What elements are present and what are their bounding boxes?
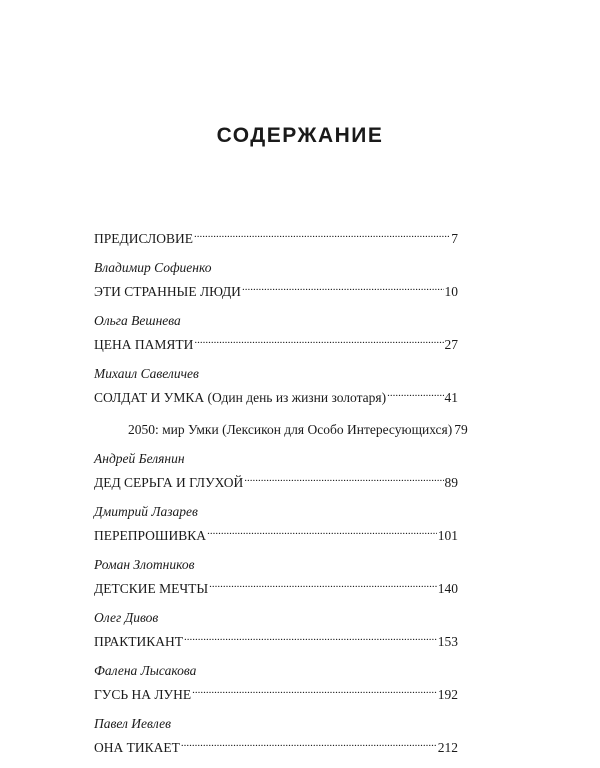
toc-line: [94, 574, 458, 596]
toc-line: [94, 521, 458, 543]
toc-entry-preface: [94, 224, 458, 246]
toc-title: ПЕРЕПРОШИВКА: [94, 528, 207, 543]
toc-entry: [94, 365, 458, 405]
toc-author: Дмитрий Лазарев: [94, 504, 198, 519]
toc-line: [94, 277, 458, 299]
toc-entry: [94, 312, 458, 352]
toc-entry: [94, 503, 458, 543]
toc-author: Фалена Лысакова: [94, 663, 197, 678]
dot-leader: [387, 383, 443, 402]
toc-line: [94, 468, 458, 490]
dot-leader: [192, 680, 437, 699]
toc-page-number: 41: [444, 390, 458, 405]
toc-entry: [94, 450, 458, 490]
toc-entry-sub: [94, 415, 468, 437]
toc-title: ЦЕНА ПАМЯТИ: [94, 337, 194, 352]
dot-leader: [242, 277, 444, 296]
toc-title: ПРАКТИКАНТ: [94, 634, 184, 649]
toc-entry: [94, 556, 458, 596]
toc-title: ДЕД СЕРЬГА И ГЛУХОЙ: [94, 475, 244, 490]
toc-author: Михаил Савеличев: [94, 366, 199, 381]
toc-line: [94, 680, 458, 702]
dot-leader: [181, 733, 437, 752]
toc-title: СОЛДАТ И УМКА (Один день из жизни золотаря): [94, 390, 387, 405]
toc-page-number: 7: [451, 231, 458, 246]
toc-line: [94, 733, 458, 755]
toc-page-number: 10: [444, 284, 458, 299]
toc-entry: [94, 715, 458, 755]
toc-author: Андрей Белянин: [94, 451, 185, 466]
toc-page-number: 101: [437, 528, 458, 543]
toc-author: Владимир Софиенко: [94, 260, 212, 275]
toc-line: [94, 383, 458, 405]
table-of-contents: [94, 224, 468, 768]
toc-line: [94, 627, 458, 649]
toc-author: Ольга Вешнева: [94, 313, 181, 328]
dot-leader: [244, 468, 443, 487]
toc-page-number: 89: [444, 475, 458, 490]
dot-leader: [194, 330, 443, 349]
toc-title: 2050: мир Умки (Лексикон для Особо Интересующихся): [128, 422, 453, 437]
toc-line: [94, 224, 458, 246]
toc-title: ДЕТСКИЕ МЕЧТЫ: [94, 581, 209, 596]
toc-entry: [94, 259, 458, 299]
toc-title: ОНА ТИКАЕТ: [94, 740, 180, 755]
page-title: СОДЕРЖАНИЕ: [216, 124, 384, 147]
toc-entry: [94, 609, 458, 649]
toc-author: Роман Злотников: [94, 557, 195, 572]
dot-leader: [194, 224, 450, 243]
toc-page-number: 140: [437, 581, 458, 596]
toc-page-number: 192: [437, 687, 458, 702]
toc-title: ПРЕДИСЛОВИЕ: [94, 231, 194, 246]
dot-leader: [184, 627, 437, 646]
toc-author: Павел Иевлев: [94, 716, 171, 731]
dot-leader: [209, 574, 437, 593]
toc-line: [94, 415, 468, 437]
toc-page-number: 212: [437, 740, 458, 755]
dot-leader: [207, 521, 437, 540]
toc-title: ГУСЬ НА ЛУНЕ: [94, 687, 192, 702]
toc-page-number: 79: [454, 422, 468, 437]
toc-page-number: 27: [444, 337, 458, 352]
toc-author: Олег Дивов: [94, 610, 159, 625]
toc-entry: [94, 662, 458, 702]
toc-line: [94, 330, 458, 352]
toc-title: ЭТИ СТРАННЫЕ ЛЮДИ: [94, 284, 241, 299]
toc-page-number: 153: [437, 634, 458, 649]
